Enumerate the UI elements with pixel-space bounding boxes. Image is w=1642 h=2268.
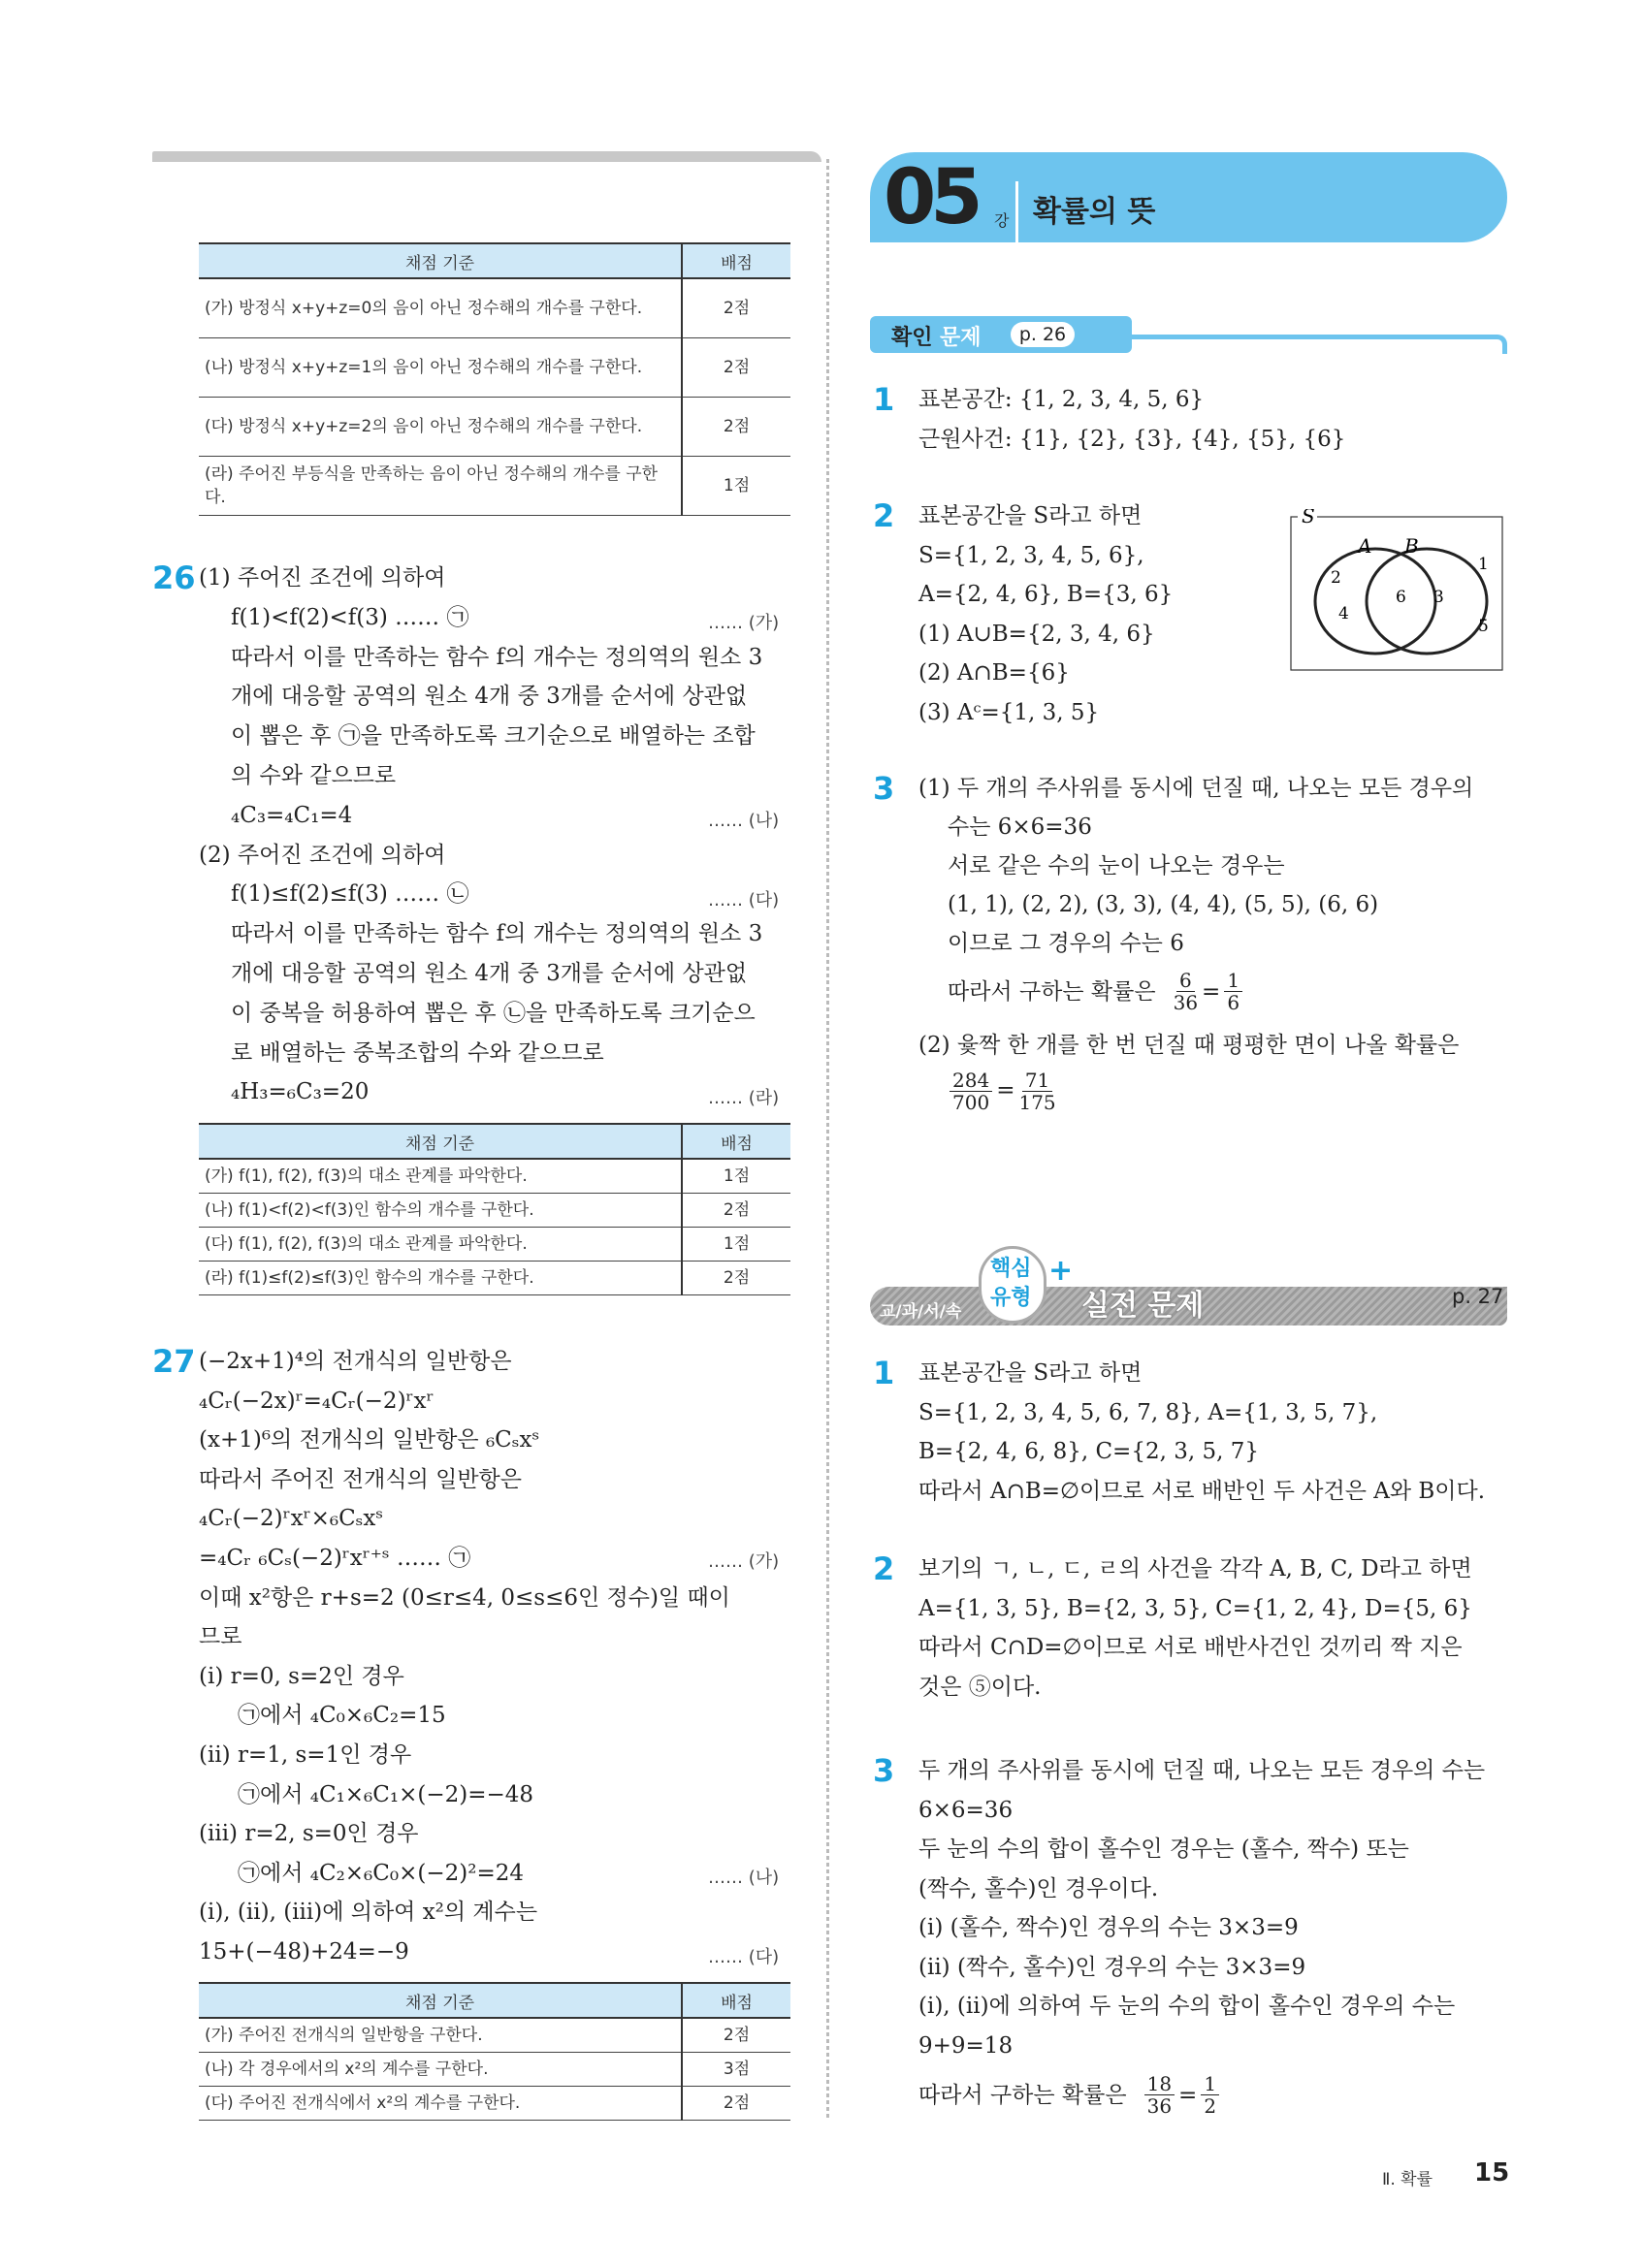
chapter-unit: 강 — [994, 211, 1010, 230]
problem-number: 2 — [873, 1550, 895, 1587]
text-line: (ⅰ), (ⅱ)에 의하여 두 눈의 수의 합이 홀수인 경우의 수는 — [918, 1994, 1456, 2019]
venn-label-b: B — [1404, 534, 1419, 558]
fraction: $\frac{1}{6}$ — [1224, 970, 1242, 1013]
table-header: 채점 기준 — [199, 1124, 682, 1159]
text-line: (x+1)⁶의 전개식의 일반항은 ₆Cₛxˢ — [199, 1427, 540, 1453]
table-cell: 2점 — [682, 2018, 790, 2052]
text-line: 6×6=36 — [918, 1797, 1014, 1823]
text-line: 따라서 구하는 확률은 — [918, 2082, 1127, 2108]
table-row — [199, 397, 790, 456]
venn-label-a: A — [1358, 534, 1372, 558]
text-line: A={2, 4, 6}, B={3, 6} — [918, 582, 1174, 607]
table-row — [199, 1193, 790, 1227]
text-line: (ⅰ) r=0, s=2인 경우 — [199, 1663, 404, 1689]
table-cell: 2점 — [682, 397, 790, 456]
venn-label-s: S — [1302, 509, 1315, 527]
badge-text: 핵심 — [990, 1257, 1032, 1281]
text-line: 이므로 그 경우의 수는 6 — [948, 931, 1184, 956]
table-cell: 2점 — [682, 278, 790, 337]
text-line: ㉠에서 ₄C₂×₆C₀×(−2)²=24 — [238, 1860, 524, 1886]
table-header: 배점 — [682, 243, 790, 278]
venn-value: 1 — [1478, 555, 1489, 574]
table-row — [199, 1227, 790, 1261]
text-line: =₄Cᵣ ₆Cₛ(−2)ʳxʳ⁺ˢ …… ㉠ — [199, 1546, 471, 1571]
text-line: 이때 x²항은 r+s=2 (0≤r≤4, 0≤s≤6인 정수)일 때이 — [199, 1584, 730, 1611]
text-line: 근원사건: {1}, {2}, {3}, {4}, {5}, {6} — [918, 426, 1346, 452]
table-row — [199, 337, 790, 397]
score-mark: …… (나) — [708, 811, 780, 831]
text-line: 표본공간을 S라고 하면 — [918, 1360, 1143, 1386]
check-page: p. 26 — [1011, 322, 1075, 347]
text-line: 의 수와 같으므로 — [231, 763, 397, 788]
score-mark: …… (가) — [708, 1551, 780, 1572]
table-row — [199, 1261, 790, 1294]
table-cell: (다) f(1), f(2), f(3)의 대소 관계를 파악한다. — [199, 1227, 682, 1261]
text-line: (2) A∩B={6} — [918, 660, 1070, 686]
venn-value: 5 — [1478, 617, 1489, 636]
text-line: S={1, 2, 3, 4, 5, 6}, — [918, 542, 1144, 568]
table-cell: (라) 주어진 부등식을 만족하는 음이 아닌 정수해의 개수를 구한다. — [199, 456, 682, 515]
table-cell: 2점 — [682, 2086, 790, 2120]
fraction: $\frac{18}{36}$ — [1144, 2073, 1175, 2117]
venn-value: 3 — [1433, 588, 1444, 607]
table-row — [199, 2018, 790, 2052]
fraction: $\frac{284}{700}$ — [950, 1070, 992, 1113]
problem-number: 1 — [873, 1355, 895, 1391]
table-row — [199, 2086, 790, 2120]
text-line: 표본공간: {1, 2, 3, 4, 5, 6} — [918, 387, 1205, 412]
table-header: 채점 기준 — [199, 1983, 682, 2018]
table-cell: (다) 주어진 전개식에서 x²의 계수를 구한다. — [199, 2086, 682, 2120]
text-line: (ⅰ), (ⅱ), (ⅲ)에 의하여 x²의 계수는 — [199, 1900, 538, 1926]
table-header: 배점 — [682, 1983, 790, 2018]
text-line: 15+(−48)+24=−9 — [199, 1939, 409, 1965]
text-line: (1) A∪B={2, 3, 4, 6} — [918, 621, 1155, 647]
practice-tag: 교/과/서/속 — [880, 1302, 962, 1322]
problem-number: 3 — [873, 770, 895, 807]
text-line: 9+9=18 — [918, 2032, 1014, 2059]
check-label-2: 문제 — [940, 326, 982, 350]
text-line: 이 중복을 허용하여 뽑은 후 ㉡을 만족하도록 크기순으 — [231, 1000, 756, 1026]
chapter-number: 05 — [884, 154, 978, 241]
text-line: 두 개의 주사위를 동시에 던질 때, 나오는 모든 경우의 수는 — [918, 1758, 1486, 1783]
text-line: (1) 두 개의 주사위를 동시에 던질 때, 나오는 모든 경우의 — [918, 776, 1474, 801]
table-cell: (가) 방정식 x+y+z=0의 음이 아닌 정수해의 개수를 구한다. — [199, 278, 682, 337]
practice-page: p. 27 — [1452, 1285, 1504, 1308]
text-line: 개에 대응할 공역의 원소 4개 중 3개를 순서에 상관없 — [231, 961, 748, 986]
table-cell: 1점 — [682, 1159, 790, 1193]
problem-number: 2 — [873, 497, 895, 534]
text-line: 따라서 A∩B=∅이므로 서로 배반인 두 사건은 A와 B이다. — [918, 1478, 1486, 1504]
table-cell: (나) f(1)<f(2)<f(3)인 함수의 개수를 구한다. — [199, 1193, 682, 1227]
text-line: (2) 윷짝 한 개를 한 번 던질 때 평평한 면이 나올 확률은 — [918, 1033, 1460, 1058]
practice-title: 실전 문제 — [1081, 1289, 1205, 1323]
text-line: ㉠에서 ₄C₁×₆C₁×(−2)=−48 — [238, 1781, 534, 1807]
plus-icon: + — [1048, 1254, 1074, 1288]
venn-value: 4 — [1338, 604, 1349, 623]
table-cell: (나) 각 경우에서의 x²의 계수를 구한다. — [199, 2052, 682, 2086]
table-row — [199, 2052, 790, 2086]
table-row — [199, 1159, 790, 1193]
table-cell: 2점 — [682, 1261, 790, 1294]
text-line: (−2x+1)⁴의 전개식의 일반항은 — [199, 1349, 512, 1374]
problem-number: 3 — [873, 1752, 895, 1789]
text-line: ㉠에서 ₄C₀×₆C₂=15 — [238, 1703, 446, 1729]
text-line: 므로 — [199, 1624, 242, 1650]
text-line: 따라서 이를 만족하는 함수 f의 개수는 정의역의 원소 3 — [231, 644, 763, 670]
text-line: (1, 1), (2, 2), (3, 3), (4, 4), (5, 5), (6, 6) — [948, 892, 1379, 917]
check-header-line — [1125, 335, 1507, 354]
text-line: (ⅲ) r=2, s=0인 경우 — [199, 1821, 419, 1847]
table-cell: (다) 방정식 x+y+z=2의 음이 아닌 정수해의 개수를 구한다. — [199, 397, 682, 456]
fraction-answer: $\frac{284}{700}$ = $\frac{71}{175}$ — [946, 1070, 1060, 1113]
chapter-title: 확률의 뜻 — [1033, 195, 1156, 229]
problem-number-27: 27 — [152, 1343, 196, 1380]
probability-answer-line: 따라서 구하는 확률은 $\frac{18}{36}$ = $\frac{1}{2}$ — [918, 2073, 1223, 2117]
table-cell: (가) f(1), f(2), f(3)의 대소 관계를 파악한다. — [199, 1159, 682, 1193]
text-line: 따라서 주어진 전개식의 일반항은 — [199, 1466, 522, 1492]
venn-value: 2 — [1331, 568, 1341, 588]
score-mark: …… (나) — [708, 1868, 780, 1888]
text-line: 로 배열하는 중복조합의 수와 같으므로 — [231, 1039, 604, 1066]
table-header: 배점 — [682, 1124, 790, 1159]
venn-value: 6 — [1396, 588, 1406, 607]
score-mark: …… (라) — [708, 1088, 780, 1108]
footer-section: Ⅱ. 확률 — [1382, 2170, 1433, 2189]
text-line: (ⅰ) (홀수, 짝수)인 경우의 수는 3×3=9 — [918, 1915, 1299, 1940]
table-cell: (가) 주어진 전개식의 일반항을 구한다. — [199, 2018, 682, 2052]
table-row — [199, 278, 790, 337]
problem-number-26: 26 — [152, 559, 196, 596]
fraction: $\frac{6}{36}$ — [1173, 969, 1199, 1014]
table-cell: 3점 — [682, 2052, 790, 2086]
text-line: ₄Cᵣ(−2)ʳxʳ×₆Cₛxˢ — [199, 1506, 384, 1532]
table-cell: (라) f(1)≤f(2)≤f(3)인 함수의 개수를 구한다. — [199, 1261, 682, 1294]
text-line: (2) 주어진 조건에 의하여 — [199, 842, 446, 868]
text-line: 이 뽑은 후 ㉠을 만족하도록 크기순으로 배열하는 조합 — [231, 723, 756, 750]
scoring-table-25 — [199, 242, 790, 516]
text-line: (3) Aᶜ={1, 3, 5} — [918, 699, 1100, 725]
score-mark: …… (다) — [708, 1947, 780, 1967]
table-cell: 1점 — [682, 1227, 790, 1261]
text-line: 서로 같은 수의 눈이 나오는 경우는 — [948, 853, 1285, 878]
text-line: 개에 대응할 공역의 원소 4개 중 3개를 순서에 상관없 — [231, 684, 748, 710]
table-header: 채점 기준 — [199, 243, 682, 278]
fraction: $\frac{1}{2}$ — [1201, 2073, 1219, 2117]
text-line: 두 눈의 수의 합이 홀수인 경우는 (홀수, 짝수) 또는 — [918, 1837, 1409, 1862]
page-number: 15 — [1474, 2158, 1510, 2188]
text-line: 따라서 이를 만족하는 함수 f의 개수는 정의역의 원소 3 — [231, 921, 763, 947]
venn-diagram — [1288, 509, 1506, 674]
table-cell: 2점 — [682, 1193, 790, 1227]
score-mark: …… (가) — [708, 613, 780, 633]
text-line: (1) 주어진 조건에 의하여 — [199, 565, 446, 591]
text-line: f(1)≤f(2)≤f(3) …… ㉡ — [231, 881, 469, 908]
chapter-banner — [870, 152, 1507, 242]
text-line: (ⅱ) (짝수, 홀수)인 경우의 수는 3×3=9 — [918, 1954, 1306, 1980]
table-cell: 1점 — [682, 456, 790, 515]
column-divider — [826, 159, 829, 2118]
banner-divider — [1015, 181, 1018, 242]
scoring-table-27 — [199, 1982, 790, 2121]
scoring-table-26 — [199, 1123, 790, 1295]
top-rule — [152, 151, 821, 162]
text-line: 표본공간을 S라고 하면 — [918, 503, 1143, 528]
table-cell: (나) 방정식 x+y+z=1의 음이 아닌 정수해의 개수를 구한다. — [199, 337, 682, 397]
text-line: 것은 ⑤이다. — [918, 1674, 1042, 1700]
table-cell: 2점 — [682, 337, 790, 397]
check-label: 확인 — [891, 326, 933, 350]
practice-header — [870, 1246, 1507, 1326]
text-line: ₄H₃=₆C₃=20 — [231, 1079, 370, 1105]
text-line: (ⅱ) r=1, s=1인 경우 — [199, 1742, 412, 1768]
text-line: 따라서 C∩D=∅이므로 서로 배반사건인 것끼리 짝 지은 — [918, 1635, 1463, 1660]
probability-answer-line: 따라서 구하는 확률은 $\frac{6}{36}$ = $\frac{1}{6}$ — [948, 970, 1246, 1013]
table-row — [199, 456, 790, 515]
badge-text: 유형 — [990, 1286, 1032, 1310]
fraction: $\frac{71}{175}$ — [1018, 1069, 1056, 1114]
text-line: 따라서 구하는 확률은 — [948, 978, 1156, 1005]
text-line: ₄Cᵣ(−2x)ʳ=₄Cᵣ(−2)ʳxʳ — [199, 1388, 435, 1414]
text-line: B={2, 4, 6, 8}, C={2, 3, 5, 7} — [918, 1439, 1259, 1464]
text-line: f(1)<f(2)<f(3) …… ㉠ — [231, 604, 469, 630]
problem-number: 1 — [873, 381, 895, 418]
text-line: 보기의 ㄱ, ㄴ, ㄷ, ㄹ의 사건을 각각 A, B, C, D라고 하면 — [918, 1556, 1472, 1581]
text-line: A={1, 3, 5}, B={2, 3, 5}, C={1, 2, 4}, D={5, 6} — [918, 1595, 1472, 1621]
set-b-circle — [1367, 549, 1487, 654]
set-a-circle — [1315, 549, 1435, 654]
score-mark: …… (다) — [708, 890, 780, 910]
text-line: (짝수, 홀수)인 경우이다. — [918, 1875, 1159, 1901]
text-line: S={1, 2, 3, 4, 5, 6, 7, 8}, A={1, 3, 5, 7}, — [918, 1399, 1378, 1425]
text-line: 수는 6×6=36 — [948, 815, 1092, 840]
text-line: ₄C₃=₄C₁=4 — [231, 802, 353, 828]
check-header — [870, 316, 1132, 353]
